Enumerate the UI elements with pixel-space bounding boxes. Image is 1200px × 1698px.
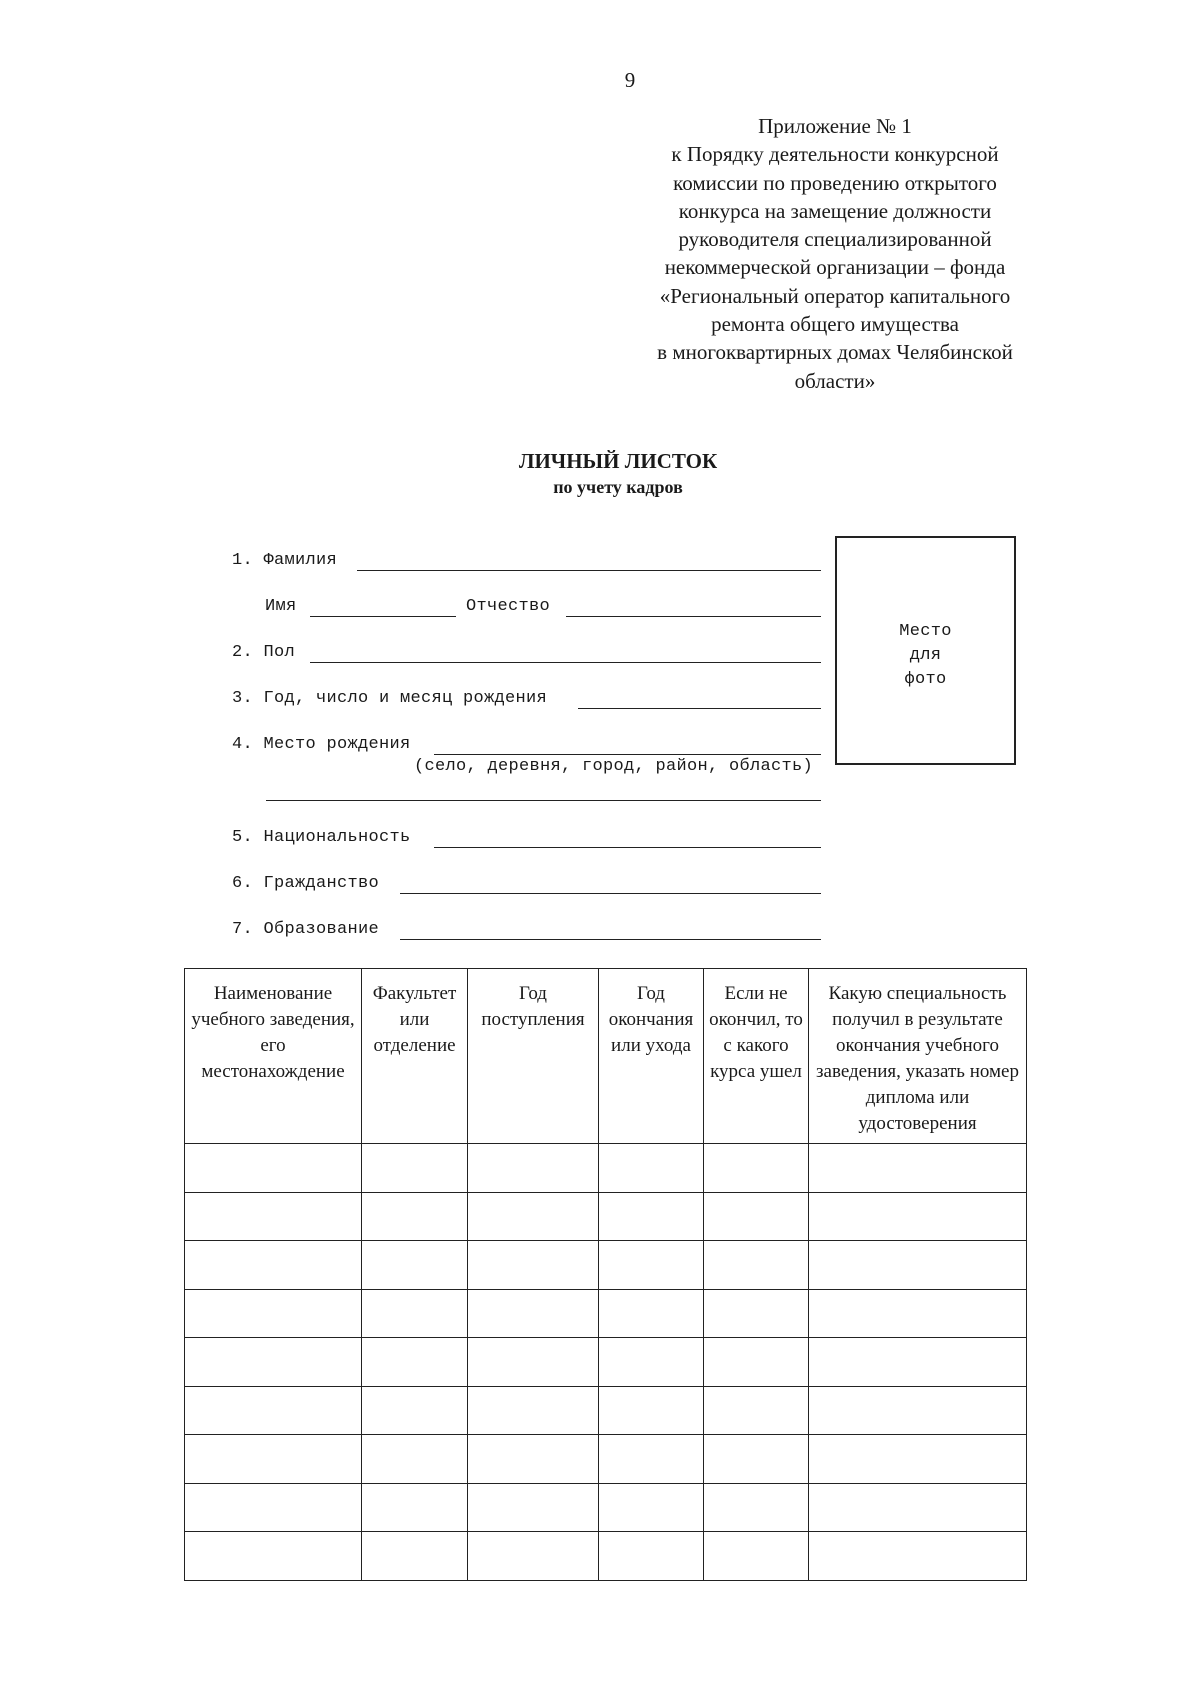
table-cell[interactable] [809,1386,1027,1435]
table-cell[interactable] [185,1144,362,1193]
table-cell[interactable] [704,1532,809,1581]
table-cell[interactable] [185,1386,362,1435]
table-cell[interactable] [185,1289,362,1338]
table-cell[interactable] [468,1192,599,1241]
table-cell[interactable] [362,1338,468,1387]
table-cell[interactable] [185,1532,362,1581]
table-header-row [185,969,1027,1144]
appendix-line: области» [794,368,876,393]
table-cell[interactable] [185,1241,362,1290]
column-header-enrollment-year: Год поступления [468,969,599,1144]
table-cell[interactable] [704,1386,809,1435]
table-cell[interactable] [362,1532,468,1581]
table-cell[interactable] [599,1241,704,1290]
table-cell[interactable] [468,1435,599,1484]
column-header-institution: Наименование учебного заведения, его местонахождение [185,969,362,1144]
table-cell[interactable] [704,1483,809,1532]
appendix-line: в многоквартирных домах Челябинской [657,340,1013,365]
table-cell[interactable] [599,1386,704,1435]
education-table-body [185,1144,1027,1581]
birth-date-label: 3. Год, число и месяц рождения [232,689,548,708]
table-row [185,1241,1027,1290]
photo-placeholder [835,536,1016,765]
patronymic-field[interactable] [566,616,821,617]
photo-caption [837,620,1014,692]
table-cell[interactable] [599,1144,704,1193]
table-cell[interactable] [809,1338,1027,1387]
table-cell[interactable] [599,1192,704,1241]
column-header-specialty: Какую специальность получил в результате окончания учебного заведения, указать номер диплома или удостоверения [809,969,1027,1144]
page-number: 9 [624,68,636,92]
table-cell[interactable] [468,1289,599,1338]
birth-place-field[interactable] [434,754,821,755]
name-label: Имя [265,597,297,616]
appendix-line: конкурса на замещение должности [678,198,992,223]
birth-place-field-continued[interactable] [266,800,821,801]
table-cell[interactable] [809,1192,1027,1241]
photo-caption-line: Место [899,622,952,641]
birth-place-label: 4. Место рождения [232,735,411,754]
appendix-line: комиссии по проведению открытого [673,170,997,195]
column-header-faculty: Факультет или отделение [362,969,468,1144]
table-cell[interactable] [362,1435,468,1484]
citizenship-label: 6. Гражданство [232,874,380,893]
table-cell[interactable] [185,1192,362,1241]
table-row [185,1289,1027,1338]
table-cell[interactable] [704,1338,809,1387]
sex-field[interactable] [310,662,821,663]
citizenship-field[interactable] [400,893,821,894]
table-cell[interactable] [704,1289,809,1338]
education-label: 7. Образование [232,920,380,939]
nationality-label: 5. Национальность [232,828,411,847]
table-cell[interactable] [362,1144,468,1193]
table-cell[interactable] [809,1289,1027,1338]
table-cell[interactable] [809,1435,1027,1484]
table-cell[interactable] [599,1435,704,1484]
form-subtitle: по учету кадров [553,477,683,497]
table-cell[interactable] [468,1144,599,1193]
table-cell[interactable] [599,1483,704,1532]
table-cell[interactable] [362,1386,468,1435]
patronymic-label: Отчество [466,597,551,616]
table-cell[interactable] [809,1532,1027,1581]
table-cell[interactable] [185,1435,362,1484]
table-cell[interactable] [468,1241,599,1290]
column-header-dropout-course: Если не окончил, то с какого курса ушел [704,969,809,1144]
table-cell[interactable] [468,1483,599,1532]
education-field[interactable] [400,939,821,940]
table-cell[interactable] [704,1435,809,1484]
table-row [185,1338,1027,1387]
table-cell[interactable] [809,1144,1027,1193]
nationality-field[interactable] [434,847,821,848]
column-header-graduation-year: Год окончания или ухода [599,969,704,1144]
surname-field[interactable] [357,570,821,571]
appendix-block [640,112,1030,395]
table-cell[interactable] [362,1483,468,1532]
table-cell[interactable] [599,1289,704,1338]
table-cell[interactable] [704,1241,809,1290]
appendix-line: Приложение № 1 [758,114,912,138]
table-cell[interactable] [185,1483,362,1532]
birth-date-field[interactable] [578,708,821,709]
table-row [185,1386,1027,1435]
table-cell[interactable] [809,1483,1027,1532]
surname-label: 1. Фамилия [232,551,338,570]
table-cell[interactable] [362,1192,468,1241]
table-row [185,1483,1027,1532]
appendix-line: некоммерческой организации – фонда [664,255,1006,280]
birth-place-hint: (село, деревня, город, район, область) [414,757,814,776]
table-cell[interactable] [362,1289,468,1338]
table-cell[interactable] [809,1241,1027,1290]
table-cell[interactable] [704,1192,809,1241]
photo-caption-line: фото [904,670,947,689]
sex-label: 2. Пол [232,643,296,662]
education-table [184,968,1027,1581]
table-row [185,1144,1027,1193]
name-field[interactable] [310,616,456,617]
table-cell[interactable] [599,1532,704,1581]
appendix-line: ремонта общего имущества [711,312,959,337]
appendix-line: к Порядку деятельности конкурсной [671,142,999,167]
photo-caption-line: для [909,646,942,665]
table-cell[interactable] [599,1338,704,1387]
table-row [185,1532,1027,1581]
table-row [185,1435,1027,1484]
form-title: ЛИЧНЫЙ ЛИСТОК [518,449,718,473]
appendix-line: руководителя специализированной [678,227,992,252]
table-cell[interactable] [468,1338,599,1387]
table-row [185,1192,1027,1241]
table-cell[interactable] [468,1386,599,1435]
table-cell[interactable] [185,1338,362,1387]
table-cell[interactable] [468,1532,599,1581]
table-cell[interactable] [362,1241,468,1290]
appendix-line: «Региональный оператор капитального [659,283,1011,308]
table-cell[interactable] [704,1144,809,1193]
